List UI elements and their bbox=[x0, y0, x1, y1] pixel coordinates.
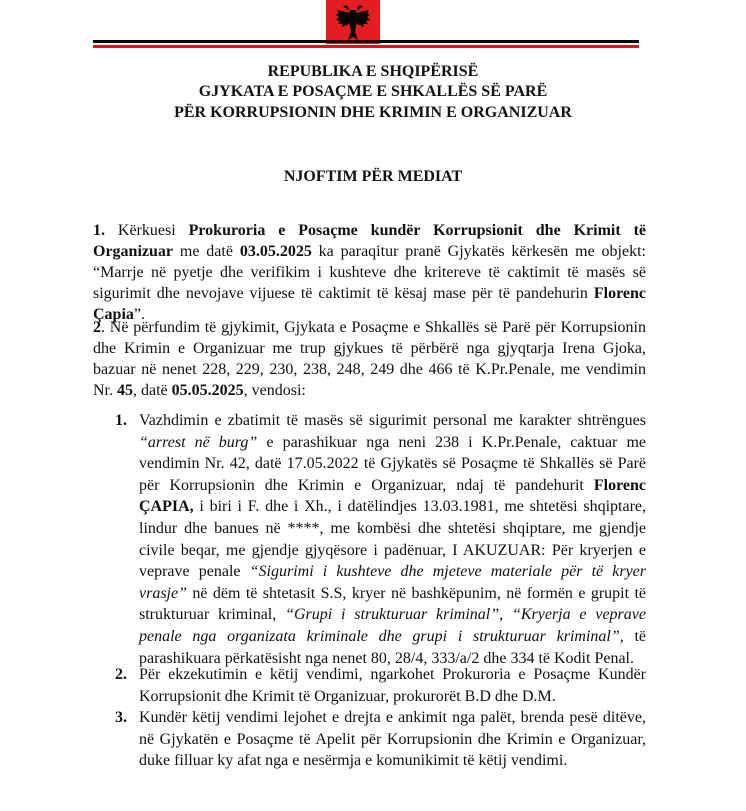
paragraph-1: 1. Kërkuesi Prokuroria e Posaçme kundër Korrupsionit dhe Krimit të Organizuar me datë 03.05.2025 ka paraqitur pranë Gjykatës kërkesën me objekt: “Marrje në pyetje dhe verifikim i kushteve dhe kritereve të caktimit të masës së sigurimit dhe nevojave vijuese të caktimit të kësaj mase për të pandehurin Florenc Çapia”. bbox=[93, 222, 647, 323]
header-line-scope: PËR KORRUPSIONIN DHE KRIMIN E ORGANIZUAR bbox=[174, 104, 572, 121]
notice-title: NJOFTIM PËR MEDIAT bbox=[283, 168, 463, 185]
albanian-eagle-icon bbox=[335, 2, 371, 42]
header-line-republic: REPUBLIKA E SHQIPËRISË bbox=[267, 63, 479, 80]
list-item: 2. Për ekzekutimin e këtij vendimi, ngarkohet Prokuroria e Posaçme Kundër Korrupsionit dhe Krimit të Organizuar, prokurorët B.D dhe D.M. bbox=[115, 666, 646, 705]
list-item: 1. Vazhdimin e zbatimit të masës së sigurimit personal me karakter shtrëngues “arrest në burg” e parashikuar nga neni 238 i K.Pr.Penale, caktuar me vendimin Nr. 42, datë 17.05.2022 të Gjykatës së Posaçme të Shkallës së Parë për Korrupsionin dhe Krimin e Organizuar, ndaj të pandehurit Florenc ÇAPIA, i biri i F. dhe i Xh., i datëlindjes 13.03.1981, me shtetësi shqiptare, lindur dhe banues në ****, me kombësi dhe shtetësi shqiptare, me gjendje civile beqar, me gjendje gjyqësore i padënuar, I AKUZUAR: Për kryerjen e veprave penale “Sigurimi i kushteve dhe mjeteve materiale për të kryer vrasje” në dëm të shtetasit S.S, kryer në bashkëpunim, në formën e grupit të strukturuar kriminal, “Grupi i strukturuar kriminal”, “Kryerja e veprave penale nga organizata kriminale dhe grupi i strukturuar kriminal”, të parashikuara përkatësisht nga nenet 80, 28/4, 333/a/2 dhe 334 të Kodit Penal. bbox=[115, 412, 647, 667]
paragraph-2: 2. Në përfundim të gjykimit, Gjykata e Posaçme e Shkallës së Parë për Korrupsionin dhe Krimin e Organizuar me trup gjykues të përbërë nga gjyqtarja Irena Gjoka, bazuar në nenet 228, 229, 230, 238, 248, 249 dhe 466 të K.Pr.Penale, me vendimin Nr. 45, datë 05.05.2025, vendosi: bbox=[93, 319, 646, 399]
header-rule-red bbox=[93, 45, 639, 48]
list-item: 3. Kundër këtij vendimi lejohet e drejta e ankimit nga palët, brenda pesë ditëve, në Gjykatën e Posaçme të Apelit për Korrupsionin dhe Krimin e Organizuar, duke filluar ky afat nga e nesërmja e komunikimit të këtij vendimi. bbox=[115, 709, 646, 770]
header-rule-black bbox=[93, 40, 639, 43]
header-line-court: GJYKATA E POSAÇME E SHKALLËS SË PARË bbox=[198, 83, 548, 100]
albanian-flag-emblem bbox=[326, 0, 380, 44]
